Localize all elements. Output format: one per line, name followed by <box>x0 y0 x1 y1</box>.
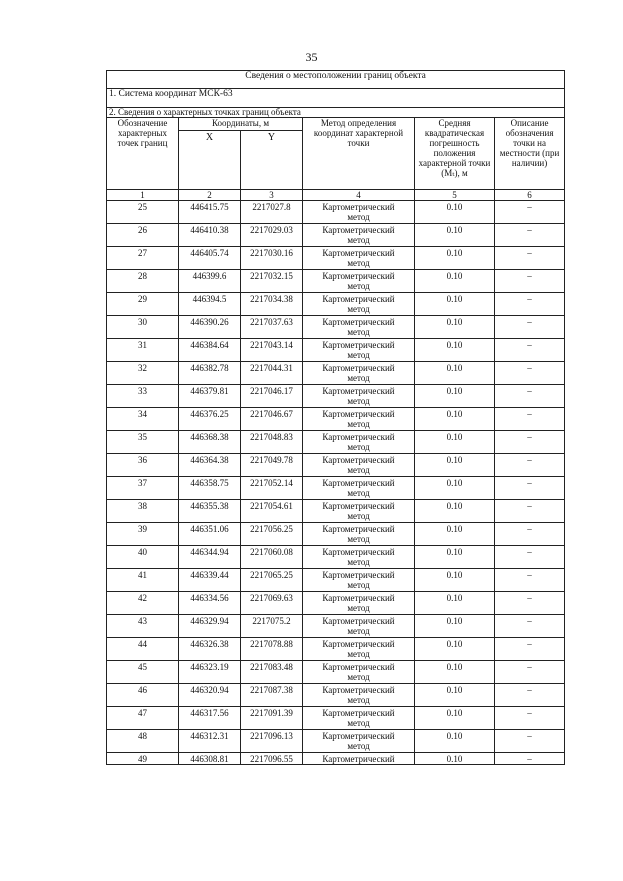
error-value: 0.10 <box>415 477 495 500</box>
y-coordinate: 2217037.63 <box>241 316 303 339</box>
x-coordinate: 446355.38 <box>179 500 241 523</box>
error-value: 0.10 <box>415 339 495 362</box>
y-coordinate: 2217091.39 <box>241 707 303 730</box>
method-cell <box>303 293 415 316</box>
table-row <box>107 661 565 684</box>
method-line-2: метод <box>347 350 370 360</box>
table-row <box>107 569 565 592</box>
method-cell <box>303 201 415 224</box>
description-value: – <box>495 546 565 569</box>
error-value: 0.10 <box>415 362 495 385</box>
y-coordinate: 2217078.88 <box>241 638 303 661</box>
point-number: 47 <box>107 707 179 730</box>
y-coordinate: 2217032.15 <box>241 270 303 293</box>
table-row <box>107 270 565 293</box>
method-line-1: Картометрический <box>322 708 395 718</box>
method-cell <box>303 523 415 546</box>
method-cell <box>303 707 415 730</box>
column-number-2: 2 <box>179 190 241 201</box>
description-value: – <box>495 707 565 730</box>
method-line-2: метод <box>347 649 370 659</box>
table-row <box>107 362 565 385</box>
points-section-row: 2. Сведения о характерных точках границ объекта <box>107 108 565 118</box>
error-value: 0.10 <box>415 293 495 316</box>
point-number: 43 <box>107 615 179 638</box>
method-line-2: метод <box>347 373 370 383</box>
error-value: 0.10 <box>415 431 495 454</box>
method-line-1: Картометрический <box>322 639 395 649</box>
point-number: 35 <box>107 431 179 454</box>
y-coordinate: 2217056.25 <box>241 523 303 546</box>
point-number: 48 <box>107 730 179 753</box>
x-coordinate: 446384.64 <box>179 339 241 362</box>
description-value: – <box>495 408 565 431</box>
description-value: – <box>495 293 565 316</box>
description-value: – <box>495 753 565 765</box>
table-row <box>107 615 565 638</box>
y-coordinate: 2217029.03 <box>241 224 303 247</box>
y-coordinate: 2217027.8 <box>241 201 303 224</box>
method-cell <box>303 477 415 500</box>
header-coordinates: Координаты, м <box>179 118 303 131</box>
x-coordinate: 446415.75 <box>179 201 241 224</box>
y-coordinate: 2217048.83 <box>241 431 303 454</box>
method-line-2: метод <box>347 419 370 429</box>
x-coordinate: 446382.78 <box>179 362 241 385</box>
error-value: 0.10 <box>415 385 495 408</box>
method-line-2: метод <box>347 235 370 245</box>
method-line-2: метод <box>347 465 370 475</box>
description-value: – <box>495 638 565 661</box>
header-x: X <box>179 131 241 190</box>
x-coordinate: 446344.94 <box>179 546 241 569</box>
method-line-1: Картометрический <box>322 570 395 580</box>
method-line-2: метод <box>347 396 370 406</box>
x-coordinate: 446405.74 <box>179 247 241 270</box>
column-number-6: 6 <box>495 190 565 201</box>
method-line-2: метод <box>347 534 370 544</box>
method-line-1: Картометрический <box>322 248 395 258</box>
error-value: 0.10 <box>415 569 495 592</box>
method-line-2: метод <box>347 672 370 682</box>
description-value: – <box>495 569 565 592</box>
header-error: Средняя квадратическая погрешность положения характерной точки (Mₜ), м <box>415 118 495 190</box>
error-value: 0.10 <box>415 316 495 339</box>
coordinate-system-row: 1. Система координат МСК-63 <box>107 89 565 108</box>
method-line-2: метод <box>347 488 370 498</box>
column-number-4: 4 <box>303 190 415 201</box>
x-coordinate: 446358.75 <box>179 477 241 500</box>
method-line-1: Картометрический <box>322 524 395 534</box>
table-row <box>107 247 565 270</box>
description-value: – <box>495 661 565 684</box>
method-line-2: метод <box>347 626 370 636</box>
y-coordinate: 2217069.63 <box>241 592 303 615</box>
table-row <box>107 546 565 569</box>
column-number-3: 3 <box>241 190 303 201</box>
description-value: – <box>495 500 565 523</box>
y-coordinate: 2217052.14 <box>241 477 303 500</box>
point-number: 25 <box>107 201 179 224</box>
table-row <box>107 224 565 247</box>
method-cell <box>303 615 415 638</box>
error-value: 0.10 <box>415 454 495 477</box>
error-value: 0.10 <box>415 661 495 684</box>
page-number: 35 <box>305 50 318 64</box>
x-coordinate: 446334.56 <box>179 592 241 615</box>
error-value: 0.10 <box>415 615 495 638</box>
y-coordinate: 2217046.17 <box>241 385 303 408</box>
point-number: 46 <box>107 684 179 707</box>
point-number: 42 <box>107 592 179 615</box>
method-line-2: метод <box>347 718 370 728</box>
error-value: 0.10 <box>415 224 495 247</box>
method-cell <box>303 316 415 339</box>
point-number: 30 <box>107 316 179 339</box>
column-number-1: 1 <box>107 190 179 201</box>
method-cell <box>303 638 415 661</box>
description-value: – <box>495 224 565 247</box>
table-row <box>107 454 565 477</box>
error-value: 0.10 <box>415 523 495 546</box>
method-line-2: метод <box>347 304 370 314</box>
point-number: 27 <box>107 247 179 270</box>
method-cell <box>303 454 415 477</box>
y-coordinate: 2217044.31 <box>241 362 303 385</box>
description-value: – <box>495 247 565 270</box>
point-number: 36 <box>107 454 179 477</box>
table-row <box>107 316 565 339</box>
error-value: 0.10 <box>415 247 495 270</box>
description-value: – <box>495 615 565 638</box>
table-row <box>107 431 565 454</box>
description-value: – <box>495 454 565 477</box>
method-cell <box>303 753 415 765</box>
method-line-1: Картометрический <box>322 478 395 488</box>
table-row <box>107 500 565 523</box>
method-line-1: Картометрический <box>322 501 395 511</box>
method-line-2: метод <box>347 212 370 222</box>
point-number: 31 <box>107 339 179 362</box>
table-row <box>107 592 565 615</box>
boundary-points-table <box>106 70 565 765</box>
method-line-1: Картометрический <box>322 432 395 442</box>
x-coordinate: 446323.19 <box>179 661 241 684</box>
y-coordinate: 2217083.48 <box>241 661 303 684</box>
point-number: 44 <box>107 638 179 661</box>
header-method: Метод определения координат характерной точки <box>303 118 415 190</box>
method-line-1: Картометрический <box>322 731 395 741</box>
x-coordinate: 446339.44 <box>179 569 241 592</box>
method-line-1: Картометрический <box>322 317 395 327</box>
method-line-1: Картометрический <box>322 271 395 281</box>
method-line-2: метод <box>347 557 370 567</box>
description-value: – <box>495 431 565 454</box>
method-line-2: метод <box>347 442 370 452</box>
x-coordinate: 446376.25 <box>179 408 241 431</box>
method-line-1: Картометрический <box>322 363 395 373</box>
error-value: 0.10 <box>415 707 495 730</box>
point-number: 34 <box>107 408 179 431</box>
point-number: 33 <box>107 385 179 408</box>
method-line-1: Картометрический <box>322 386 395 396</box>
error-value: 0.10 <box>415 684 495 707</box>
point-number: 45 <box>107 661 179 684</box>
description-value: – <box>495 523 565 546</box>
table-row <box>107 730 565 753</box>
description-value: – <box>495 270 565 293</box>
method-line-1: Картометрический <box>322 202 395 212</box>
point-number: 41 <box>107 569 179 592</box>
y-coordinate: 2217054.61 <box>241 500 303 523</box>
method-cell <box>303 661 415 684</box>
error-value: 0.10 <box>415 638 495 661</box>
description-value: – <box>495 592 565 615</box>
x-coordinate: 446394.5 <box>179 293 241 316</box>
method-line-1: Картометрический <box>322 754 395 764</box>
error-value: 0.10 <box>415 201 495 224</box>
description-value: – <box>495 201 565 224</box>
y-coordinate: 2217043.14 <box>241 339 303 362</box>
description-value: – <box>495 477 565 500</box>
y-coordinate: 2217049.78 <box>241 454 303 477</box>
x-coordinate: 446329.94 <box>179 615 241 638</box>
point-number: 28 <box>107 270 179 293</box>
method-line-1: Картометрический <box>322 685 395 695</box>
point-number: 49 <box>107 753 179 765</box>
x-coordinate: 446317.56 <box>179 707 241 730</box>
x-coordinate: 446312.31 <box>179 730 241 753</box>
table-row <box>107 293 565 316</box>
description-value: – <box>495 339 565 362</box>
x-coordinate: 446410.38 <box>179 224 241 247</box>
table-row <box>107 477 565 500</box>
method-line-1: Картометрический <box>322 225 395 235</box>
x-coordinate: 446364.38 <box>179 454 241 477</box>
method-cell <box>303 385 415 408</box>
method-line-2: метод <box>347 695 370 705</box>
point-number: 38 <box>107 500 179 523</box>
x-coordinate: 446351.06 <box>179 523 241 546</box>
method-line-1: Картометрический <box>322 340 395 350</box>
y-coordinate: 2217030.16 <box>241 247 303 270</box>
error-value: 0.10 <box>415 730 495 753</box>
method-line-2: метод <box>347 741 370 751</box>
table-row <box>107 201 565 224</box>
method-cell <box>303 546 415 569</box>
table-row <box>107 753 565 765</box>
method-cell <box>303 247 415 270</box>
method-line-1: Картометрический <box>322 593 395 603</box>
method-cell <box>303 408 415 431</box>
error-value: 0.10 <box>415 753 495 765</box>
y-coordinate: 2217065.25 <box>241 569 303 592</box>
method-line-1: Картометрический <box>322 547 395 557</box>
method-cell <box>303 339 415 362</box>
y-coordinate: 2217034.38 <box>241 293 303 316</box>
y-coordinate: 2217046.67 <box>241 408 303 431</box>
method-cell <box>303 270 415 293</box>
point-number: 40 <box>107 546 179 569</box>
method-line-1: Картометрический <box>322 662 395 672</box>
error-value: 0.10 <box>415 408 495 431</box>
table-row <box>107 684 565 707</box>
method-line-2: метод <box>347 258 370 268</box>
header-y: Y <box>241 131 303 190</box>
point-number: 39 <box>107 523 179 546</box>
y-coordinate: 2217060.08 <box>241 546 303 569</box>
table-row <box>107 408 565 431</box>
table-row <box>107 707 565 730</box>
method-cell <box>303 362 415 385</box>
table-row <box>107 339 565 362</box>
y-coordinate: 2217096.55 <box>241 753 303 765</box>
table-row <box>107 523 565 546</box>
method-line-2: метод <box>347 603 370 613</box>
method-line-2: метод <box>347 580 370 590</box>
y-coordinate: 2217075.2 <box>241 615 303 638</box>
method-line-2: метод <box>347 511 370 521</box>
error-value: 0.10 <box>415 592 495 615</box>
method-cell <box>303 592 415 615</box>
method-cell <box>303 684 415 707</box>
table-title: Сведения о местоположении границ объекта <box>107 71 565 89</box>
method-cell <box>303 730 415 753</box>
header-description: Описание обозначения точки на местности (при наличии) <box>495 118 565 190</box>
table-row <box>107 385 565 408</box>
x-coordinate: 446320.94 <box>179 684 241 707</box>
method-line-2: метод <box>347 327 370 337</box>
column-number-5: 5 <box>415 190 495 201</box>
method-line-2: метод <box>347 281 370 291</box>
method-cell <box>303 569 415 592</box>
description-value: – <box>495 385 565 408</box>
method-cell <box>303 431 415 454</box>
table-row <box>107 638 565 661</box>
method-line-1: Картометрический <box>322 294 395 304</box>
point-number: 26 <box>107 224 179 247</box>
point-number: 32 <box>107 362 179 385</box>
x-coordinate: 446379.81 <box>179 385 241 408</box>
header-point-designation: Обозначение характерных точек границ <box>107 118 179 190</box>
y-coordinate: 2217087.38 <box>241 684 303 707</box>
error-value: 0.10 <box>415 500 495 523</box>
method-line-1: Картометрический <box>322 409 395 419</box>
point-number: 37 <box>107 477 179 500</box>
x-coordinate: 446390.26 <box>179 316 241 339</box>
x-coordinate: 446308.81 <box>179 753 241 765</box>
description-value: – <box>495 362 565 385</box>
error-value: 0.10 <box>415 270 495 293</box>
x-coordinate: 446326.38 <box>179 638 241 661</box>
y-coordinate: 2217096.13 <box>241 730 303 753</box>
x-coordinate: 446399.6 <box>179 270 241 293</box>
method-line-1: Картометрический <box>322 455 395 465</box>
method-line-1: Картометрический <box>322 616 395 626</box>
description-value: – <box>495 730 565 753</box>
description-value: – <box>495 684 565 707</box>
method-cell <box>303 500 415 523</box>
x-coordinate: 446368.38 <box>179 431 241 454</box>
method-cell <box>303 224 415 247</box>
point-number: 29 <box>107 293 179 316</box>
error-value: 0.10 <box>415 546 495 569</box>
description-value: – <box>495 316 565 339</box>
